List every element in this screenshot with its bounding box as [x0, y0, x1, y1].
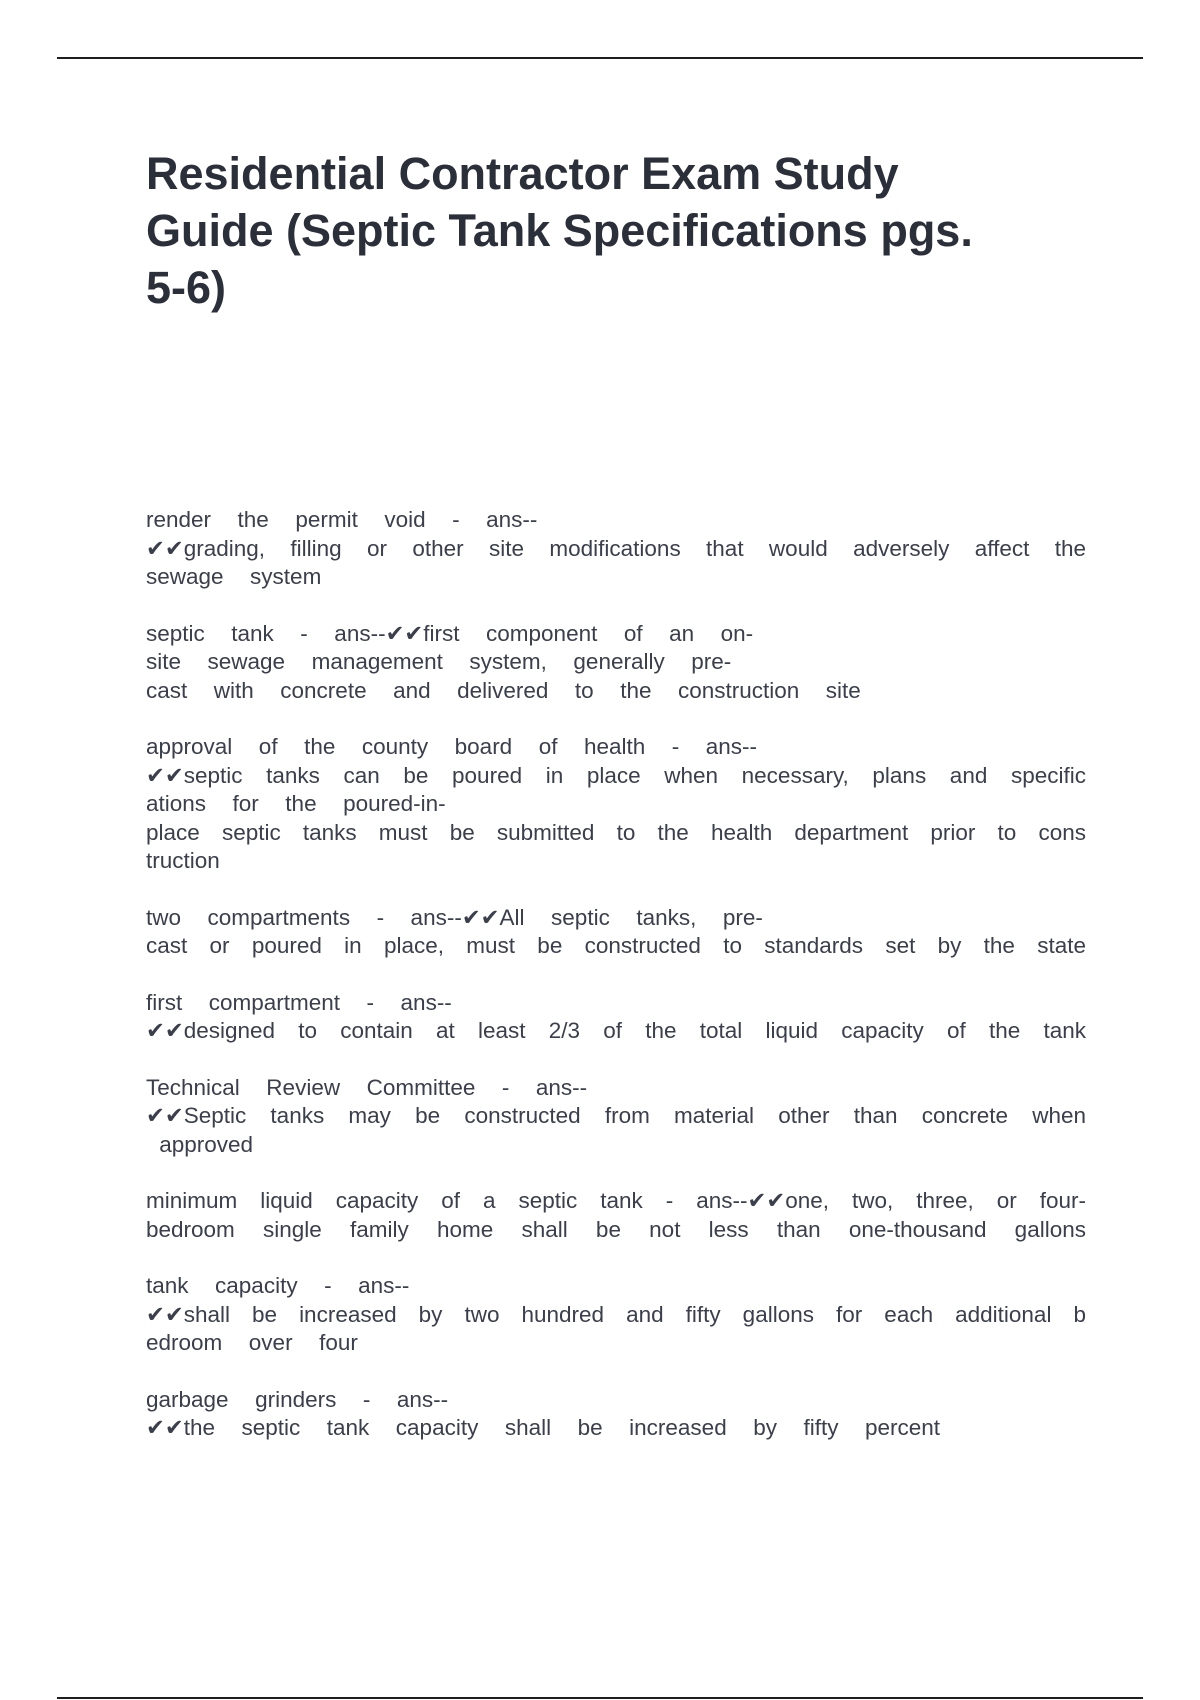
qa-entry	[146, 904, 1086, 961]
qa-entry	[146, 1386, 1086, 1443]
entry-line: place septic tanks must be submitted to the health department prior to cons	[146, 819, 1086, 845]
qa-entry	[146, 620, 1086, 706]
qa-entry	[146, 733, 1086, 876]
entry-line: approval of the county board of health - ans--	[146, 734, 758, 759]
qa-entry	[146, 506, 1086, 592]
entry-line: ✔✔designed to contain at least 2/3 of the total liquid capacity of the tank	[146, 1018, 1086, 1043]
entry-line: septic tank - ans--✔✔first component of an on-	[146, 620, 754, 646]
entry-line: minimum liquid capacity of a septic tank - ans--✔✔one, two, three, or four-	[146, 1188, 1086, 1213]
qa-entry	[146, 989, 1086, 1046]
entry-line: ations for the poured-in-	[146, 791, 446, 816]
bottom-divider	[57, 1697, 1143, 1699]
entry-line: Technical Review Committee - ans--	[146, 1074, 588, 1100]
qa-list	[146, 506, 1086, 1471]
entry-line: sewage system	[146, 564, 322, 589]
qa-entry	[146, 1187, 1086, 1244]
entry-line: ✔✔septic tanks can be poured in place when necessary, plans and specific	[146, 762, 1086, 788]
entry-line: cast with concrete and delivered to the construction site	[146, 677, 861, 703]
entry-line: render the permit void - ans--	[146, 507, 538, 532]
entry-line: approved	[146, 1131, 254, 1157]
entry-line: two compartments - ans--✔✔All septic tanks, pre-	[146, 904, 763, 930]
entry-line: bedroom single family home shall be not less than one-thousand gallons	[146, 1216, 1086, 1242]
entry-line: ✔✔grading, filling or other site modifications that would adversely affect the	[146, 535, 1086, 561]
entry-line: ✔✔Septic tanks may be constructed from material other than concrete when	[146, 1103, 1086, 1128]
qa-entry	[146, 1272, 1086, 1358]
entry-line: ✔✔the septic tank capacity shall be increased by fifty percent	[146, 1415, 941, 1440]
entry-line: site sewage management system, generally pre-	[146, 649, 732, 674]
page-title	[146, 145, 1066, 316]
entry-line: edroom over four	[146, 1330, 358, 1355]
entry-line: truction	[146, 848, 220, 873]
entry-line: tank capacity - ans--	[146, 1273, 410, 1298]
entry-line: ✔✔shall be increased by two hundred and fifty gallons for each additional b	[146, 1301, 1086, 1327]
entry-line: first compartment - ans--	[146, 989, 452, 1015]
top-divider	[57, 57, 1143, 59]
entry-line: cast or poured in place, must be constructed to standards set by the state	[146, 933, 1086, 958]
title-line: 5-6)	[146, 262, 227, 313]
title-line: Guide (Septic Tank Specifications pgs.	[146, 205, 973, 256]
entry-line: garbage grinders - ans--	[146, 1386, 449, 1412]
qa-entry	[146, 1074, 1086, 1160]
title-line: Residential Contractor Exam Study	[146, 148, 899, 199]
